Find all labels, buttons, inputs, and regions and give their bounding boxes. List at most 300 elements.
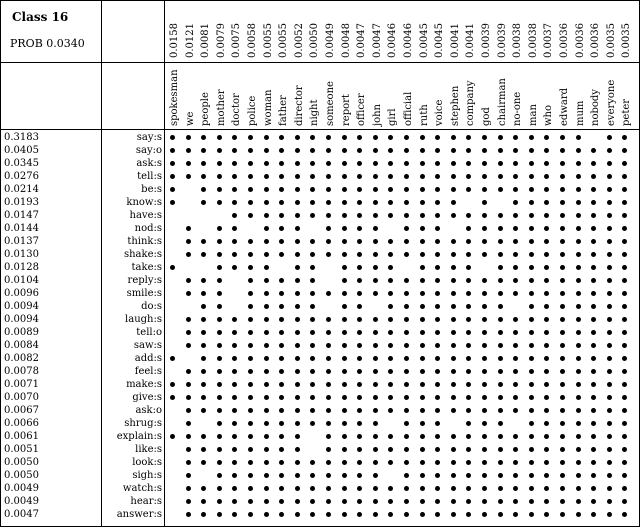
column-prob: 0.0047: [371, 23, 383, 58]
cell-dot: [232, 187, 237, 192]
cell-dot: [591, 434, 596, 439]
cell-dot: [373, 460, 378, 465]
cell-dot: [544, 135, 549, 140]
column-prob: 0.0039: [496, 23, 508, 58]
cell-dot: [544, 200, 549, 205]
cell-dot: [482, 135, 487, 140]
cell-dot: [420, 486, 425, 491]
cell-dot: [607, 434, 612, 439]
cell-dot: [498, 382, 503, 387]
cell-dot: [622, 421, 627, 426]
cell-dot: [342, 473, 347, 478]
column-word: woman: [262, 89, 274, 126]
cell-dot: [466, 278, 471, 283]
cell-dot: [529, 499, 534, 504]
cell-dot: [342, 447, 347, 452]
cell-dot: [498, 330, 503, 335]
cell-dot: [607, 213, 612, 218]
cell-dot: [513, 174, 518, 179]
cell-dot: [279, 512, 284, 517]
cell-dot: [560, 265, 565, 270]
row-prob: 0.0193: [4, 197, 39, 208]
column-word: official: [403, 91, 414, 126]
cell-dot: [373, 252, 378, 257]
cell-dot: [560, 421, 565, 426]
cell-dot: [342, 304, 347, 309]
row-prob: 0.0070: [4, 392, 39, 403]
cell-dot: [420, 135, 425, 140]
cell-dot: [201, 278, 206, 283]
cell-dot: [388, 200, 393, 205]
column-prob: 0.0049: [325, 23, 336, 58]
cell-dot: [404, 304, 409, 309]
cell-dot: [388, 213, 393, 218]
cell-dot: [576, 356, 581, 361]
cell-dot: [591, 239, 596, 244]
column-word: edward: [559, 87, 570, 126]
cell-dot: [295, 265, 300, 270]
cell-dot: [326, 408, 331, 413]
cell-dot: [591, 382, 596, 387]
cell-dot: [498, 291, 503, 296]
cell-dot: [482, 330, 487, 335]
cell-dot: [544, 382, 549, 387]
cell-dot: [529, 356, 534, 361]
cell-dot: [357, 382, 362, 387]
cell-dot: [388, 135, 393, 140]
column-word: no-one: [512, 91, 524, 126]
cell-dot: [435, 499, 440, 504]
cell-dot: [529, 252, 534, 257]
cell-dot: [591, 265, 596, 270]
cell-dot: [248, 291, 253, 296]
cell-dot: [186, 499, 191, 504]
cell-dot: [544, 434, 549, 439]
cell-dot: [388, 460, 393, 465]
cell-dot: [232, 356, 237, 361]
cell-dot: [560, 174, 565, 179]
cell-dot: [186, 408, 191, 413]
cell-dot: [607, 460, 612, 465]
cell-dot: [388, 291, 393, 296]
cell-dot: [513, 278, 518, 283]
cell-dot: [451, 369, 456, 374]
cell-dot: [248, 434, 253, 439]
cell-dot: [622, 252, 627, 257]
cell-dot: [544, 187, 549, 192]
column-prob: 0.0036: [559, 23, 570, 58]
cell-dot: [607, 317, 612, 322]
cell-dot: [404, 135, 409, 140]
cell-dot: [513, 369, 518, 374]
cell-dot: [217, 499, 222, 504]
cell-dot: [451, 356, 456, 361]
cell-dot: [201, 434, 206, 439]
cell-dot: [295, 213, 300, 218]
cell-dot: [232, 148, 237, 153]
cell-dot: [498, 161, 503, 166]
column-prob: 0.0055: [278, 23, 290, 58]
column-word: ruth: [418, 104, 430, 126]
cell-dot: [560, 148, 565, 153]
column-prob: 0.0041: [449, 23, 461, 58]
cell-dot: [264, 460, 269, 465]
cell-dot: [607, 473, 612, 478]
cell-dot: [560, 369, 565, 374]
cell-dot: [498, 395, 503, 400]
cell-dot: [357, 499, 362, 504]
cell-dot: [232, 343, 237, 348]
cell-dot: [451, 252, 456, 257]
cell-dot: [201, 200, 206, 205]
cell-dot: [279, 252, 284, 257]
cell-dot: [607, 486, 612, 491]
cell-dot: [357, 148, 362, 153]
cell-dot: [435, 447, 440, 452]
cell-dot: [513, 187, 518, 192]
cell-dot: [217, 278, 222, 283]
cell-dot: [295, 447, 300, 452]
cell-dot: [373, 421, 378, 426]
cell-dot: [513, 317, 518, 322]
cell-dot: [279, 434, 284, 439]
cell-dot: [264, 304, 269, 309]
cell-dot: [451, 291, 456, 296]
cell-dot: [357, 239, 362, 244]
cell-dot: [326, 382, 331, 387]
cell-dot: [342, 265, 347, 270]
cell-dot: [295, 187, 300, 192]
cell-dot: [622, 278, 627, 283]
cell-dot: [482, 486, 487, 491]
cell-dot: [482, 421, 487, 426]
cell-dot: [466, 330, 471, 335]
column-word: who: [543, 104, 555, 126]
cell-dot: [498, 486, 503, 491]
cell-dot: [388, 382, 393, 387]
cell-dot: [279, 291, 284, 296]
cell-dot: [544, 395, 549, 400]
cell-dot: [498, 278, 503, 283]
cell-dot: [498, 408, 503, 413]
cell-dot: [310, 252, 315, 257]
cell-dot: [310, 187, 315, 192]
cell-dot: [201, 382, 206, 387]
cell-dot: [451, 161, 456, 166]
cell-dot: [607, 135, 612, 140]
row-prob: 0.0084: [4, 340, 39, 351]
cell-dot: [357, 460, 362, 465]
cell-dot: [544, 460, 549, 465]
cell-dot: [591, 226, 596, 231]
cell-dot: [310, 395, 315, 400]
cell-dot: [466, 395, 471, 400]
cell-dot: [279, 447, 284, 452]
cell-dot: [498, 512, 503, 517]
cell-dot: [529, 473, 534, 478]
cell-dot: [357, 278, 362, 283]
cell-dot: [388, 356, 393, 361]
cell-dot: [201, 460, 206, 465]
cell-dot: [466, 291, 471, 296]
column-word: someone: [325, 81, 336, 126]
cell-dot: [482, 239, 487, 244]
row-verb: watch:s: [122, 483, 162, 494]
column-prob: 0.0035: [605, 23, 617, 58]
cell-dot: [217, 460, 222, 465]
column-prob: 0.0081: [200, 23, 212, 58]
row-prob: 0.0078: [4, 366, 39, 377]
cell-dot: [560, 512, 565, 517]
cell-dot: [560, 161, 565, 166]
cell-dot: [466, 161, 471, 166]
cell-dot: [248, 486, 253, 491]
column-prob: 0.0037: [543, 23, 555, 58]
cell-dot: [466, 174, 471, 179]
cell-dot: [451, 343, 456, 348]
cell-dot: [560, 278, 565, 283]
cell-dot: [342, 434, 347, 439]
cell-dot: [232, 499, 237, 504]
cell-dot: [435, 330, 440, 335]
column-prob: 0.0050: [309, 23, 321, 58]
cell-dot: [279, 161, 284, 166]
cell-dot: [529, 512, 534, 517]
cell-dot: [201, 343, 206, 348]
cell-dot: [373, 265, 378, 270]
cell-dot: [466, 187, 471, 192]
cell-dot: [217, 304, 222, 309]
cell-dot: [264, 174, 269, 179]
cell-dot: [498, 148, 503, 153]
cell-dot: [435, 421, 440, 426]
cell-dot: [591, 473, 596, 478]
cell-dot: [186, 226, 191, 231]
row-verb: shake:s: [123, 249, 162, 260]
cell-dot: [248, 278, 253, 283]
cell-dot: [357, 447, 362, 452]
cell-dot: [513, 356, 518, 361]
cell-dot: [357, 135, 362, 140]
row-verb: add:s: [134, 353, 162, 364]
cell-dot: [248, 330, 253, 335]
cell-dot: [591, 356, 596, 361]
cell-dot: [529, 369, 534, 374]
cell-dot: [326, 187, 331, 192]
cell-dot: [466, 252, 471, 257]
cell-dot: [201, 486, 206, 491]
cell-dot: [170, 148, 175, 153]
cell-dot: [482, 369, 487, 374]
class-prob: PROB 0.0340: [10, 37, 85, 50]
cell-dot: [591, 460, 596, 465]
cell-dot: [295, 408, 300, 413]
cell-dot: [373, 382, 378, 387]
cell-dot: [388, 369, 393, 374]
cell-dot: [622, 356, 627, 361]
cell-dot: [513, 252, 518, 257]
row-prob: 0.0066: [4, 418, 39, 429]
cell-dot: [529, 291, 534, 296]
cell-dot: [544, 330, 549, 335]
row-verb: say:s: [136, 132, 162, 143]
cell-dot: [248, 317, 253, 322]
cell-dot: [482, 473, 487, 478]
cell-dot: [482, 278, 487, 283]
cell-dot: [217, 343, 222, 348]
cell-dot: [264, 200, 269, 205]
cell-dot: [342, 200, 347, 205]
cell-dot: [248, 252, 253, 257]
cell-dot: [591, 395, 596, 400]
row-verb: feel:s: [134, 366, 162, 377]
cell-dot: [186, 434, 191, 439]
column-prob: 0.0052: [293, 23, 305, 58]
cell-dot: [326, 395, 331, 400]
row-prob: 0.0071: [4, 379, 39, 390]
cell-dot: [342, 330, 347, 335]
cell-dot: [466, 382, 471, 387]
cell-dot: [435, 213, 440, 218]
cell-dot: [451, 473, 456, 478]
left-border: [0, 0, 1, 527]
header-divider-1: [0, 62, 640, 63]
column-prob: 0.0038: [527, 23, 539, 58]
row-verb: ask:o: [135, 405, 162, 416]
cell-dot: [342, 252, 347, 257]
cell-dot: [310, 421, 315, 426]
cell-dot: [326, 356, 331, 361]
cell-dot: [576, 421, 581, 426]
cell-dot: [248, 265, 253, 270]
cell-dot: [388, 304, 393, 309]
cell-dot: [186, 148, 191, 153]
cell-dot: [482, 447, 487, 452]
cell-dot: [248, 447, 253, 452]
cell-dot: [170, 174, 175, 179]
cell-dot: [170, 434, 175, 439]
cell-dot: [326, 200, 331, 205]
column-word: chairman: [496, 78, 508, 126]
cell-dot: [388, 265, 393, 270]
cell-dot: [544, 226, 549, 231]
cell-dot: [466, 226, 471, 231]
cell-dot: [357, 200, 362, 205]
cell-dot: [622, 499, 627, 504]
cell-dot: [498, 343, 503, 348]
cell-dot: [342, 135, 347, 140]
cell-dot: [310, 239, 315, 244]
cell-dot: [544, 148, 549, 153]
cell-dot: [420, 317, 425, 322]
cell-dot: [217, 317, 222, 322]
cell-dot: [591, 291, 596, 296]
cell-dot: [279, 460, 284, 465]
cell-dot: [342, 486, 347, 491]
cell-dot: [232, 161, 237, 166]
cell-dot: [310, 330, 315, 335]
cell-dot: [186, 369, 191, 374]
cell-dot: [310, 304, 315, 309]
cell-dot: [295, 304, 300, 309]
column-prob: 0.0079: [215, 23, 227, 58]
cell-dot: [607, 161, 612, 166]
cell-dot: [201, 304, 206, 309]
cell-dot: [279, 499, 284, 504]
column-prob: 0.0055: [262, 23, 274, 58]
cell-dot: [513, 343, 518, 348]
cell-dot: [560, 200, 565, 205]
cell-dot: [466, 213, 471, 218]
cell-dot: [498, 369, 503, 374]
cell-dot: [295, 460, 300, 465]
cell-dot: [513, 226, 518, 231]
cell-dot: [248, 161, 253, 166]
cell-dot: [388, 499, 393, 504]
cell-dot: [591, 278, 596, 283]
cell-dot: [342, 460, 347, 465]
cell-dot: [201, 239, 206, 244]
cell-dot: [326, 226, 331, 231]
cell-dot: [279, 486, 284, 491]
cell-dot: [404, 447, 409, 452]
cell-dot: [342, 512, 347, 517]
cell-dot: [388, 278, 393, 283]
cell-dot: [482, 174, 487, 179]
cell-dot: [435, 304, 440, 309]
cell-dot: [217, 486, 222, 491]
cell-dot: [357, 304, 362, 309]
cell-dot: [529, 161, 534, 166]
cell-dot: [498, 265, 503, 270]
cell-dot: [248, 408, 253, 413]
cell-dot: [591, 213, 596, 218]
cell-dot: [560, 291, 565, 296]
cell-dot: [404, 161, 409, 166]
cell-dot: [310, 200, 315, 205]
cell-dot: [217, 473, 222, 478]
cell-dot: [217, 447, 222, 452]
column-prob: 0.0048: [340, 23, 352, 58]
cell-dot: [279, 304, 284, 309]
cell-dot: [451, 512, 456, 517]
cell-dot: [326, 161, 331, 166]
cell-dot: [186, 486, 191, 491]
cell-dot: [451, 200, 456, 205]
cell-dot: [295, 135, 300, 140]
cell-dot: [576, 291, 581, 296]
cell-dot: [170, 200, 175, 205]
cell-dot: [513, 395, 518, 400]
cell-dot: [435, 161, 440, 166]
row-prob: 0.0082: [4, 353, 39, 364]
cell-dot: [529, 421, 534, 426]
cell-dot: [264, 473, 269, 478]
cell-dot: [607, 512, 612, 517]
cell-dot: [248, 473, 253, 478]
cell-dot: [232, 226, 237, 231]
cell-dot: [279, 330, 284, 335]
row-prob: 0.0214: [4, 184, 39, 195]
cell-dot: [435, 148, 440, 153]
row-verb: nod:s: [134, 223, 162, 234]
cell-dot: [435, 369, 440, 374]
cell-dot: [388, 239, 393, 244]
cell-dot: [388, 187, 393, 192]
cell-dot: [513, 447, 518, 452]
cell-dot: [576, 174, 581, 179]
cell-dot: [232, 434, 237, 439]
